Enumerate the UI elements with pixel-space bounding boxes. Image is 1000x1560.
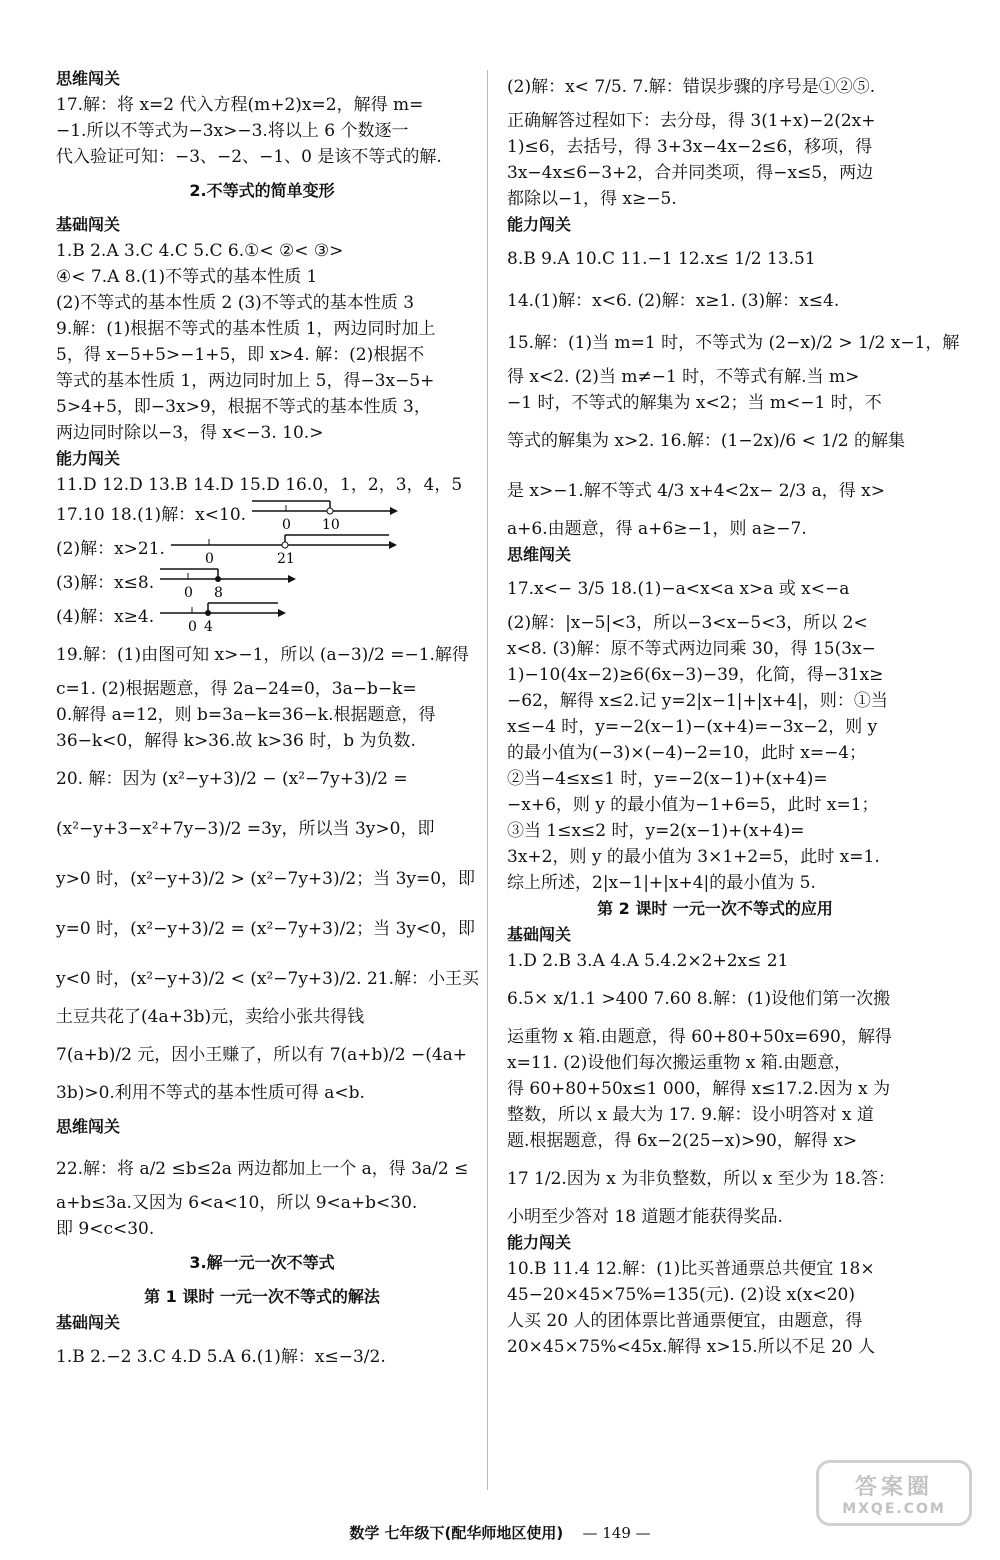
number-line-row bbox=[56, 498, 468, 532]
text-line: x<8. (3)解：原不等式两边同乘 30，得 15(3x− bbox=[507, 639, 876, 659]
chapter-title: 3.解一元一次不等式 bbox=[189, 1253, 335, 1272]
section-heading: 基础闯关 bbox=[507, 925, 572, 944]
text-line: 等式的基本性质 1，两边同时加上 5，得−3x−5+ bbox=[56, 371, 435, 391]
text-line: 17 1/2.因为 x 为非负整数，所以 x 至少为 18.答： bbox=[507, 1169, 896, 1189]
text-line: ②当−4≤x≤1 时，y=−2(x−1)+(x+4)= bbox=[507, 769, 828, 789]
text-line: 0.解得 a=12，则 b=3a−k=36−k.根据题意，得 bbox=[56, 705, 436, 725]
text-line: 14.(1)解：x<6. (2)解：x≥1. (3)解：x≤4. bbox=[507, 291, 840, 311]
text-line: 正确解答过程如下：去分母，得 3(1+x)−2(2x+ bbox=[507, 111, 876, 131]
text-line: 22.解：将 a/2 ≤b≤2a 两边都加上一个 a，得 3a/2 ≤ bbox=[56, 1159, 469, 1179]
right-column bbox=[507, 66, 960, 1360]
text-line: 综上所述，2|x−1|+|x+4|的最小值为 5. bbox=[507, 873, 816, 893]
text-line: −62，解得 x≤2.记 y=2|x−1|+|x+4|，则：①当 bbox=[507, 691, 888, 711]
text-line: x=11. (2)设他们每次搬运重物 x 箱.由题意， bbox=[507, 1053, 852, 1073]
text-line: 15.解：(1)当 m=1 时，不等式为 (2−x)/2 > 1/2 x−1，解 bbox=[507, 333, 960, 353]
text-line: 17.x<− 3/5 18.(1)−a<x<a x>a 或 x<−a bbox=[507, 579, 850, 599]
text-line: 3x+2，则 y 的最小值为 3×1+2=5，此时 x=1. bbox=[507, 847, 880, 867]
column-divider bbox=[487, 70, 488, 1490]
text-line: 的最小值为(−3)×(−4)−2=10，此时 x=−4； bbox=[507, 743, 867, 763]
section-heading: 能力闯关 bbox=[56, 449, 121, 468]
text-line: 3b)>0.利用不等式的基本性质可得 a<b. bbox=[56, 1083, 365, 1103]
watermark-logo bbox=[816, 1460, 972, 1526]
tick-label: 21 bbox=[276, 551, 295, 565]
text-line: 5>4+5，即−3x>9，根据不等式的基本性质 3， bbox=[56, 397, 431, 417]
text-line: 整数，所以 x 最大为 17. 9.解：设小明答对 x 道 bbox=[507, 1105, 874, 1125]
text-line: 8.B 9.A 10.C 11.−1 12.x≤ 1/2 13.51 bbox=[507, 249, 816, 269]
text-line: y=0 时，(x²−y+3)/2 = (x²−7y+3)/2；当 3y<0，即 bbox=[56, 919, 476, 939]
tick-label: 0 bbox=[184, 585, 194, 599]
text-line: 20×45×75%<45x.解得 x>15.所以不足 20 人 bbox=[507, 1337, 876, 1357]
text-line: 得 x<2. (2)当 m≠−1 时，不等式有解.当 m> bbox=[507, 367, 860, 387]
text-line: 人买 20 人的团体票比普通票便宜，由题意，得 bbox=[507, 1311, 863, 1331]
text-line: 7(a+b)/2 元，因小王赚了，所以有 7(a+b)/2 −(4a+ bbox=[56, 1045, 468, 1065]
section-heading: 基础闯关 bbox=[56, 215, 121, 234]
text-line: (2)解：x< 7/5. 7.解：错误步骤的序号是①②⑤. bbox=[507, 77, 876, 97]
section-heading: 思维闯关 bbox=[507, 545, 572, 564]
text-line: ③当 1≤x≤2 时，y=2(x−1)+(x+4)= bbox=[507, 821, 805, 841]
text-line: y>0 时，(x²−y+3)/2 > (x²−7y+3)/2；当 3y=0，即 bbox=[56, 869, 476, 889]
text-line: 小明至少答对 18 道题才能获得奖品. bbox=[507, 1207, 783, 1227]
text-line: 1.B 2.A 3.C 4.C 5.C 6.①< ②< ③> bbox=[56, 241, 344, 261]
number-line-4 bbox=[158, 601, 288, 633]
text-line: ④< 7.A 8.(1)不等式的基本性质 1 bbox=[56, 267, 318, 287]
tick-label: 8 bbox=[214, 585, 224, 599]
text-line: 10.B 11.4 12.解：(1)比买普通票总共便宜 18× bbox=[507, 1259, 875, 1279]
text-line: 5，得 x−5+5>−1+5，即 x>4. 解：(2)根据不 bbox=[56, 345, 425, 365]
text-line: 即 9<c<30. bbox=[56, 1219, 155, 1239]
footer-subject: 数学 七年级下(配华师地区使用) bbox=[349, 1524, 564, 1542]
tick-label: 0 bbox=[282, 517, 291, 531]
watermark-text: 答案圈 bbox=[854, 1474, 933, 1500]
text-line: a+6.由题意，得 a+6≥−1，则 a≥−7. bbox=[507, 519, 807, 539]
number-line-row bbox=[56, 600, 468, 634]
number-line-1 bbox=[250, 499, 400, 531]
text-line: 3x−4x≤6−3+2，合并同类项，得−x≤5，两边 bbox=[507, 163, 874, 183]
text-line: 都除以−1，得 x≥−5. bbox=[507, 189, 677, 209]
text-line: a+b≤3a.又因为 6<a<10，所以 9<a+b<30. bbox=[56, 1193, 418, 1213]
text-line: (2)不等式的基本性质 2 (3)不等式的基本性质 3 bbox=[56, 293, 415, 313]
number-line-row bbox=[56, 566, 468, 600]
number-line-2 bbox=[169, 533, 399, 565]
text-line: 19.解：(1)由图可知 x>−1，所以 (a−3)/2 =−1.解得 bbox=[56, 645, 469, 665]
text-line: 1.B 2.−2 3.C 4.D 5.A 6.(1)解：x≤−3/2. bbox=[56, 1347, 386, 1367]
text-line: (2)解：|x−5|<3，所以−3<x−5<3，所以 2< bbox=[507, 613, 868, 633]
text-line: 是 x>−1.解不等式 4/3 x+4<2x− 2/3 a，得 x> bbox=[507, 481, 885, 501]
text-line: 得 60+80+50x≤1 000，解得 x≤17.2.因为 x 为 bbox=[507, 1079, 891, 1099]
section-heading: 基础闯关 bbox=[56, 1313, 121, 1332]
text-line: 1)−10(4x−2)≥6(6x−3)−39，化简，得−31x≥ bbox=[507, 665, 884, 685]
text-line: (4)解：x≥4. bbox=[56, 607, 155, 627]
tick-label: 4 bbox=[204, 619, 214, 633]
watermark-url: MXQE.COM bbox=[842, 1500, 946, 1517]
text-line: y<0 时，(x²−y+3)/2 < (x²−7y+3)/2. 21.解：小王买 bbox=[56, 969, 480, 989]
text-line: −1.所以不等式为−3x>−3.将以上 6 个数逐一 bbox=[56, 121, 409, 141]
text-line: 17.10 18.(1)解：x<10. bbox=[56, 505, 247, 525]
section-heading: 思维闯关 bbox=[56, 69, 121, 88]
text-line: 题.根据题意，得 6x−2(25−x)>90，解得 x> bbox=[507, 1131, 858, 1151]
section-heading: 能力闯关 bbox=[507, 215, 572, 234]
text-line: 等式的解集为 x>2. 16.解：(1−2x)/6 < 1/2 的解集 bbox=[507, 431, 905, 451]
text-line: (2)解：x>21. bbox=[56, 539, 165, 559]
tick-label: 0 bbox=[188, 619, 198, 633]
text-line: 45−20×45×75%=135(元). (2)设 x(x<20) bbox=[507, 1285, 855, 1305]
text-line: 运重物 x 箱.由题意，得 60+80+50x=690，解得 bbox=[507, 1027, 892, 1047]
text-line: 17.解：将 x=2 代入方程(m+2)x=2，解得 m= bbox=[56, 95, 424, 115]
left-column bbox=[56, 66, 480, 1378]
lesson-title: 第 1 课时 一元一次不等式的解法 bbox=[144, 1287, 380, 1306]
text-line: 36−k<0，解得 k>36.故 k>36 时，b 为负数. bbox=[56, 731, 416, 751]
number-line-row bbox=[56, 532, 468, 566]
text-line: 9.解：(1)根据不等式的基本性质 1，两边同时加上 bbox=[56, 319, 436, 339]
text-line: 1.D 2.B 3.A 4.A 5.4.2×2+2x≤ 21 bbox=[507, 951, 789, 971]
page-number: — 149 — bbox=[582, 1524, 651, 1542]
chapter-title: 2.不等式的简单变形 bbox=[189, 181, 335, 200]
text-line: 两边同时除以−3，得 x<−3. 10.> bbox=[56, 423, 324, 443]
text-line: c=1. (2)根据题意，得 2a−24=0，3a−b−k= bbox=[56, 679, 417, 699]
text-line: −1 时，不等式的解集为 x<2；当 m<−1 时，不 bbox=[507, 393, 882, 413]
tick-label: 0 bbox=[204, 551, 214, 565]
text-line: 20. 解：因为 (x²−y+3)/2 − (x²−7y+3)/2 = bbox=[56, 769, 408, 789]
tick-label: 10 bbox=[322, 517, 340, 531]
section-heading: 能力闯关 bbox=[507, 1233, 572, 1252]
text-line: 1)≤6，去括号，得 3+3x−4x−2≤6，移项，得 bbox=[507, 137, 873, 157]
lesson-title: 第 2 课时 一元一次不等式的应用 bbox=[597, 899, 833, 918]
text-line: (x²−y+3−x²+7y−3)/2 =3y，所以当 3y>0，即 bbox=[56, 819, 435, 839]
text-line: 代入验证可知：−3、−2、−1、0 是该不等式的解. bbox=[56, 147, 442, 167]
text-line: (3)解：x≤8. bbox=[56, 573, 155, 593]
text-line: x≤−4 时，y=−2(x−1)−(x+4)=−3x−2，则 y bbox=[507, 717, 878, 737]
text-line: 11.D 12.D 13.B 14.D 15.D 16.0，1，2，3，4，5 bbox=[56, 475, 463, 495]
number-line-3 bbox=[158, 567, 298, 599]
text-line: −x+6，则 y 的最小值为−1+6=5，此时 x=1； bbox=[507, 795, 879, 815]
text-line: 土豆共花了(4a+3b)元，卖给小张共得钱 bbox=[56, 1007, 365, 1027]
text-line: 6.5× x/1.1 >400 7.60 8.解：(1)设他们第一次搬 bbox=[507, 989, 891, 1009]
section-heading: 思维闯关 bbox=[56, 1117, 121, 1136]
